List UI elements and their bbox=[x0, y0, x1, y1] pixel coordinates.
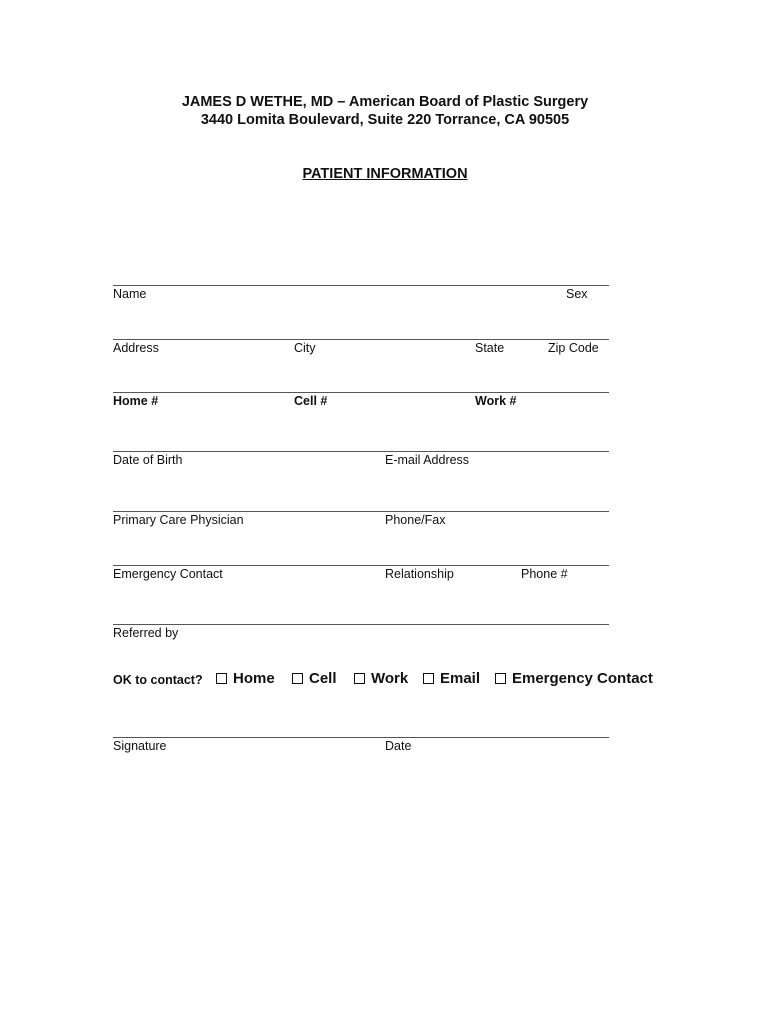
checkbox-icon[interactable] bbox=[216, 673, 227, 684]
city-label: City bbox=[294, 341, 316, 355]
emergency-phone-label: Phone # bbox=[521, 567, 568, 581]
email-label: E-mail Address bbox=[385, 453, 470, 467]
address-field-line[interactable] bbox=[113, 339, 609, 340]
contact-cell-label: Cell bbox=[309, 670, 337, 687]
phone-numbers-field-line[interactable] bbox=[113, 392, 609, 393]
checkbox-icon[interactable] bbox=[423, 673, 434, 684]
emergency-contact-label: Emergency Contact bbox=[113, 567, 223, 581]
state-label: State bbox=[475, 341, 505, 355]
contact-email-checkbox[interactable] bbox=[423, 670, 480, 687]
practice-address: 3440 Lomita Boulevard, Suite 220 Torrance, CA 90505 bbox=[200, 112, 570, 128]
phone-fax-label: Phone/Fax bbox=[385, 513, 446, 527]
name-label: Name bbox=[113, 287, 147, 301]
relationship-label: Relationship bbox=[385, 567, 454, 581]
date-of-birth-label: Date of Birth bbox=[113, 453, 183, 467]
physician-field-line[interactable] bbox=[113, 511, 609, 512]
practice-name: JAMES D WETHE, MD – American Board of Plastic Surgery bbox=[181, 94, 589, 110]
home-phone-label: Home # bbox=[113, 394, 159, 408]
zip-code-label: Zip Code bbox=[548, 341, 599, 355]
contact-emergency-checkbox[interactable] bbox=[495, 670, 653, 687]
cell-phone-label: Cell # bbox=[294, 394, 328, 408]
date-label: Date bbox=[385, 739, 412, 753]
contact-home-label: Home bbox=[233, 670, 275, 687]
contact-email-label: Email bbox=[440, 670, 481, 687]
page-title: PATIENT INFORMATION bbox=[302, 166, 468, 182]
checkbox-icon[interactable] bbox=[292, 673, 303, 684]
contact-cell-checkbox[interactable] bbox=[292, 670, 337, 687]
ok-to-contact-label: OK to contact? bbox=[113, 673, 203, 687]
signature-label: Signature bbox=[113, 739, 167, 753]
contact-home-checkbox[interactable] bbox=[216, 670, 275, 687]
address-label: Address bbox=[113, 341, 159, 355]
primary-care-physician-label: Primary Care Physician bbox=[113, 513, 244, 527]
work-phone-label: Work # bbox=[475, 394, 517, 408]
checkbox-icon[interactable] bbox=[354, 673, 365, 684]
referred-by-field-line[interactable] bbox=[113, 624, 609, 625]
contact-emergency-label: Emergency Contact bbox=[512, 670, 653, 687]
signature-field-line[interactable] bbox=[113, 737, 609, 738]
name-field-line[interactable] bbox=[113, 285, 609, 286]
contact-work-checkbox[interactable] bbox=[354, 670, 408, 687]
contact-work-label: Work bbox=[371, 670, 409, 687]
checkbox-icon[interactable] bbox=[495, 673, 506, 684]
referred-by-label: Referred by bbox=[113, 626, 179, 640]
sex-label: Sex bbox=[566, 287, 588, 301]
emergency-contact-field-line[interactable] bbox=[113, 565, 609, 566]
dob-email-field-line[interactable] bbox=[113, 451, 609, 452]
